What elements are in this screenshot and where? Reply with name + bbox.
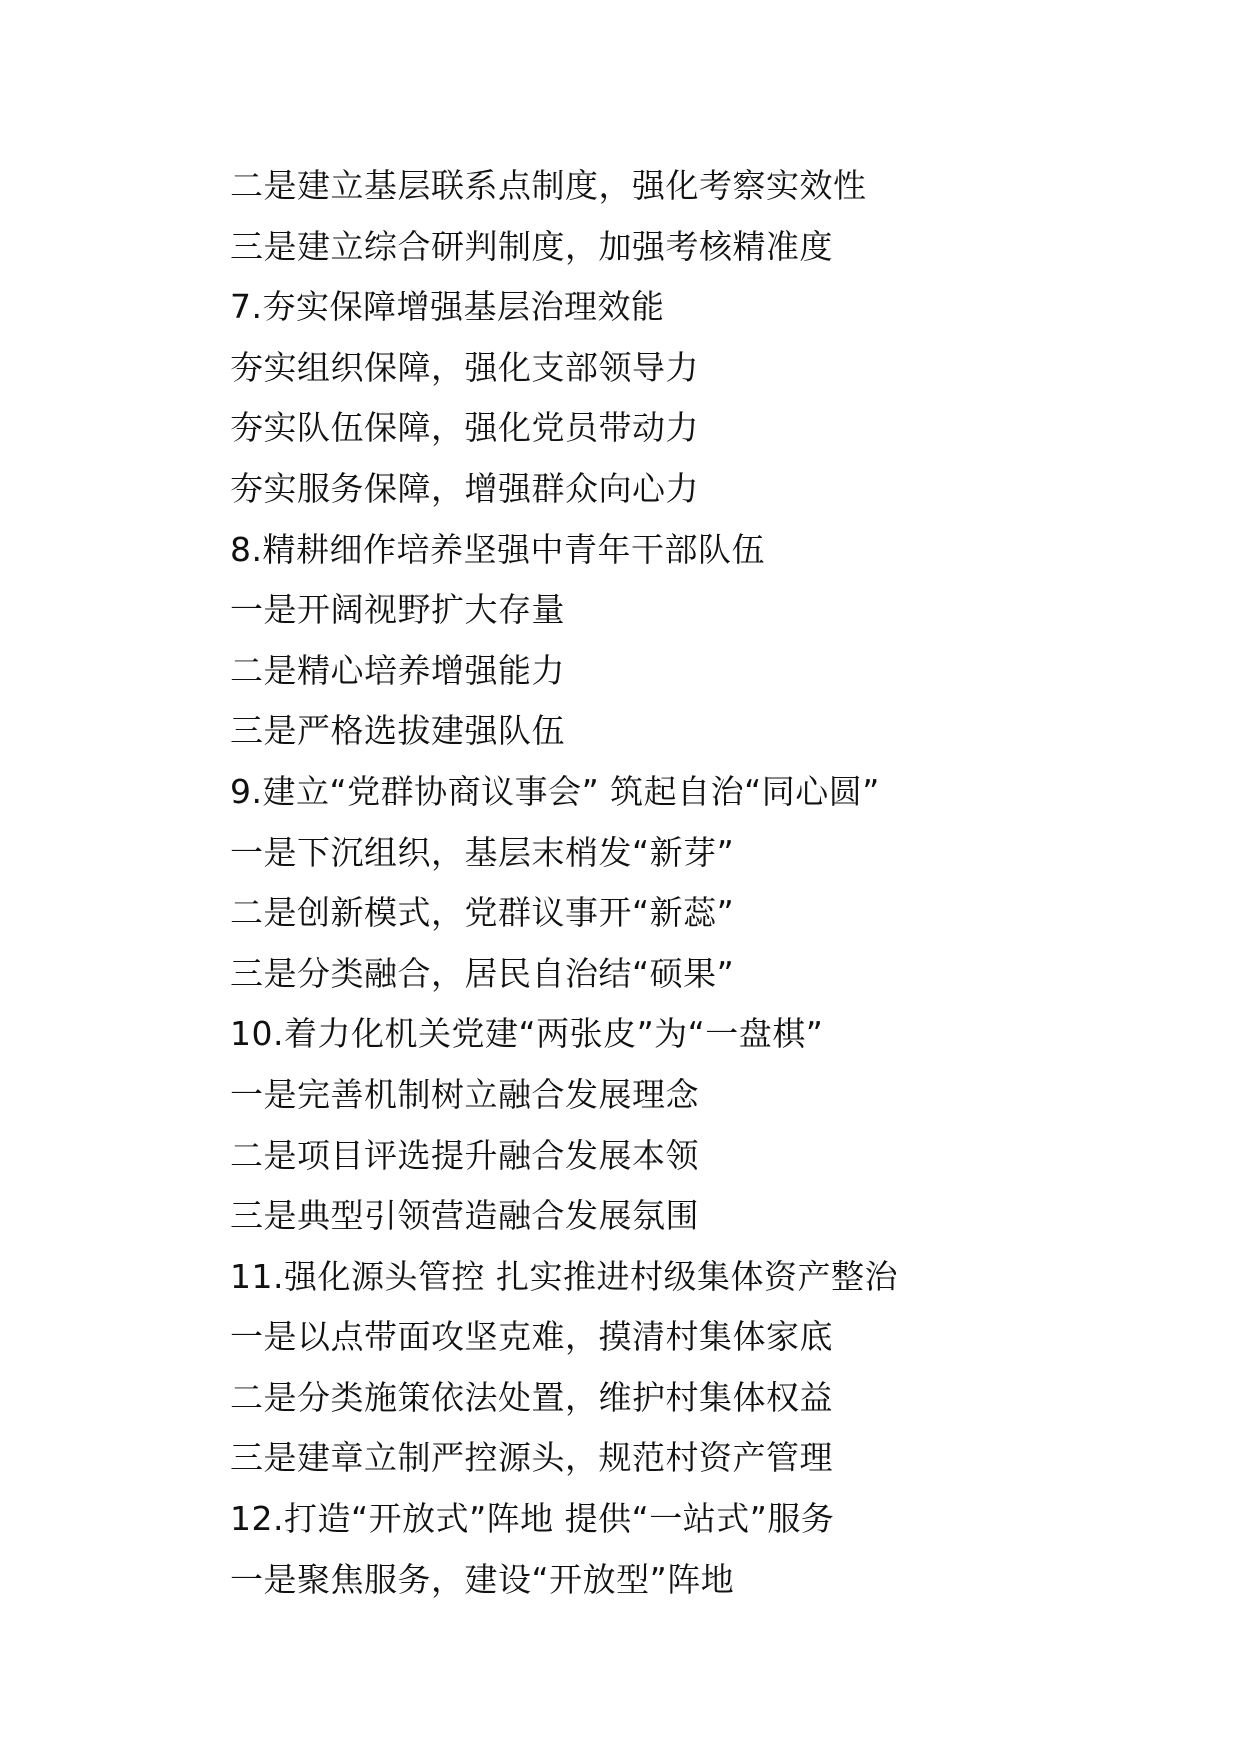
text-line: 二是项目评选提升融合发展本领 (230, 1135, 699, 1175)
text-line: 一是下沉组织，基层末梢发“新芽” (230, 832, 735, 872)
text-line: 二是精心培养增强能力 (230, 650, 565, 690)
section-heading: 12.打造“开放式”阵地 提供“一站式”服务 (230, 1499, 835, 1539)
section-heading: 10.着力化机关党建“两张皮”为“一盘棋” (230, 1014, 824, 1054)
text-line: 一是完善机制树立融合发展理念 (230, 1074, 699, 1114)
document-body (230, 156, 1190, 1610)
text-line: 夯实服务保障，增强群众向心力 (230, 468, 699, 508)
section-heading: 9.建立“党群协商议事会” 筑起自治“同心圆” (230, 771, 880, 811)
section-heading: 7.夯实保障增强基层治理效能 (230, 287, 665, 327)
text-line: 一是聚焦服务，建设“开放型”阵地 (230, 1559, 735, 1599)
text-line: 三是建章立制严控源头，规范村资产管理 (230, 1438, 833, 1478)
text-line: 二是分类施策依法处置，维护村集体权益 (230, 1377, 833, 1417)
text-line: 三是分类融合，居民自治结“硕果” (230, 953, 735, 993)
text-line: 夯实组织保障，强化支部领导力 (230, 347, 699, 387)
text-line: 三是典型引领营造融合发展氛围 (230, 1196, 699, 1236)
text-line: 二是建立基层联系点制度，强化考察实效性 (230, 166, 867, 205)
text-line: 一是以点带面攻坚克难，摸清村集体家底 (230, 1317, 833, 1357)
text-line: 三是建立综合研判制度，加强考核精准度 (230, 226, 833, 266)
text-line: 一是开阔视野扩大存量 (230, 590, 565, 630)
text-line: 夯实队伍保障，强化党员带动力 (230, 408, 699, 448)
text-line: 二是创新模式，党群议事开“新蕊” (230, 893, 735, 933)
text-line: 三是严格选拔建强队伍 (230, 711, 565, 751)
section-heading: 8.精耕细作培养坚强中青年干部队伍 (230, 529, 765, 569)
section-heading: 11.强化源头管控 扎实推进村级集体资产整治 (230, 1256, 898, 1296)
